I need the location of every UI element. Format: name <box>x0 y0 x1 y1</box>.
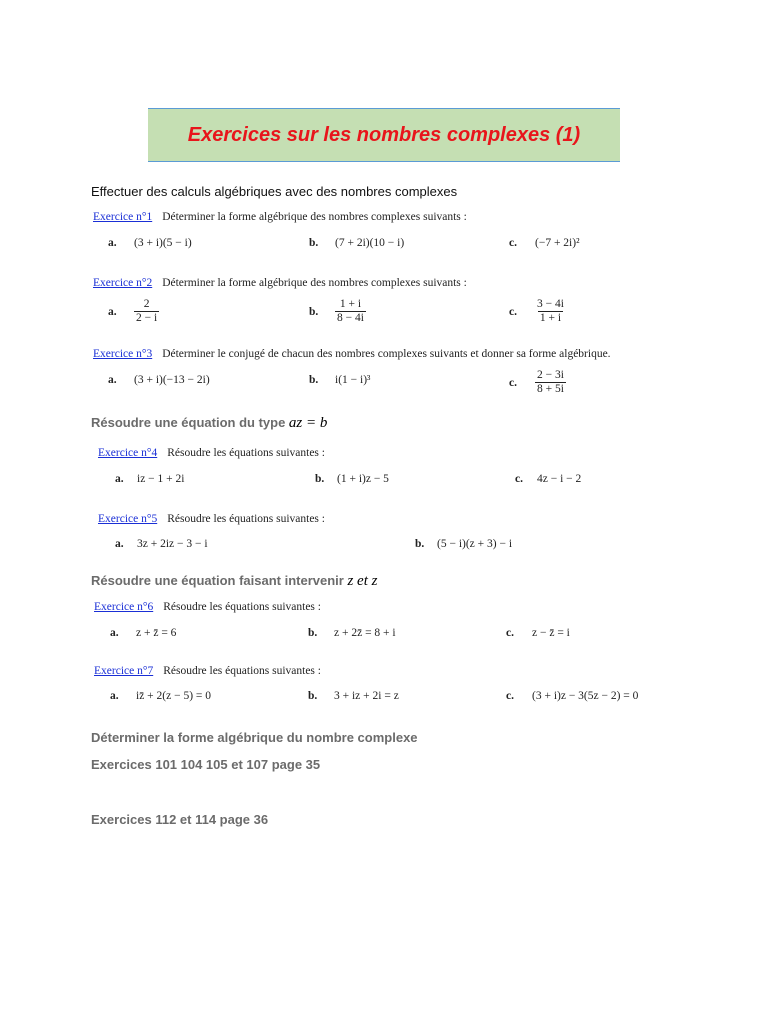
section-heading-az-b: Résoudre une équation du type az = b <box>91 415 328 431</box>
exercise-5-item-b: b. (5 − i)(z + 3) − i <box>415 538 513 550</box>
exercise-2-instruction: Déterminer la forme algébrique des nombres complexes suivants : <box>162 277 467 289</box>
exercise-7-instruction: Résoudre les équations suivantes : <box>163 665 321 677</box>
exercise-1-item-a: a. (3 + i)(5 − i) <box>108 237 192 249</box>
exercise-4-instruction: Résoudre les équations suivantes : <box>167 447 325 459</box>
section-heading-z-et-z: Résoudre une équation faisant intervenir z et z <box>91 573 378 589</box>
exercise-3-item-a: a. (3 + i)(−13 − 2i) <box>108 374 210 386</box>
fraction: $\frac{3 - 4i}{1 + i}$ <box>537 298 564 325</box>
exercise-2-header <box>93 277 467 289</box>
exercise-4-header <box>98 447 325 459</box>
exercises-ref-2: Exercices 112 et 114 page 36 <box>91 812 269 827</box>
intro-text: Effectuer des calculs algébriques avec des nombres complexes <box>91 184 458 199</box>
exercise-1-item-b: b. (7 + 2i)(10 − i) <box>309 237 405 249</box>
exercise-2-link[interactable]: Exercice n°2 <box>93 277 153 289</box>
fraction: $\frac{2}{2 - i}$ <box>136 298 158 325</box>
section-heading-forme: Déterminer la forme algébrique du nombre complexe <box>91 730 418 745</box>
exercise-5-link[interactable]: Exercice n°5 <box>98 513 158 525</box>
exercise-3-item-b: b. i(1 − i)³ <box>309 374 371 386</box>
fraction: $\frac{2 - 3i}{8 + 5i}$ <box>537 369 564 396</box>
exercise-6-item-b: b. z + 2z̄ = 8 + i <box>308 627 396 639</box>
exercises-ref-1: Exercices 101 104 105 et 107 page 35 <box>91 757 321 772</box>
exercise-2-item-c: c. $\frac{3 - 4i}{1 + i}$ <box>509 298 564 325</box>
exercise-6-item-a: a. z + z̄ = 6 <box>110 627 177 639</box>
fraction: $\frac{1 + i}{8 - 4i}$ <box>337 298 364 325</box>
exercise-1-link[interactable]: Exercice n°1 <box>93 211 153 223</box>
exercise-5-instruction: Résoudre les équations suivantes : <box>167 513 325 525</box>
exercise-6-item-c: c. z − z̄ = i <box>506 627 570 639</box>
exercise-6-header <box>94 601 321 613</box>
exercise-4-item-b: b. (1 + i)z − 5 <box>315 473 389 485</box>
exercise-4-item-c: c. 4z − i − 2 <box>515 473 582 485</box>
section-math: z et z <box>347 573 378 589</box>
exercise-1-header <box>93 211 467 223</box>
exercise-7-link[interactable]: Exercice n°7 <box>94 665 154 677</box>
exercise-5-item-a: a. 3z + 2iz − 3 − i <box>115 538 208 550</box>
section-math: az = b <box>288 415 328 431</box>
exercise-3-instruction: Déterminer le conjugé de chacun des nombres complexes suivants et donner sa forme algébrique. <box>162 348 611 360</box>
exercise-7-item-a: a. iz̄ + 2(z − 5) = 0 <box>110 690 212 702</box>
exercise-7-item-b: b. 3 + iz + 2i = z <box>308 690 399 702</box>
exercise-2-item-b: b. $\frac{1 + i}{8 - 4i}$ <box>309 298 364 325</box>
exercise-2-item-a: a. $\frac{2}{2 - i}$ <box>108 298 158 325</box>
exercise-5-header <box>98 513 325 525</box>
exercise-3-item-c: c. $\frac{2 - 3i}{8 + 5i}$ <box>509 369 564 396</box>
page-title: Exercices sur les nombres complexes (1) <box>187 123 581 146</box>
exercise-7-header <box>94 665 321 677</box>
exercise-3-link[interactable]: Exercice n°3 <box>93 348 153 360</box>
exercise-3-header <box>93 348 611 360</box>
exercise-6-instruction: Résoudre les équations suivantes : <box>163 601 321 613</box>
exercise-7-item-c: c. (3 + i)z − 3(5z − 2) = 0 <box>506 690 639 702</box>
exercise-4-link[interactable]: Exercice n°4 <box>98 447 158 459</box>
exercise-6-link[interactable]: Exercice n°6 <box>94 601 154 613</box>
exercise-1-item-c: c. (−7 + 2i)² <box>509 237 580 249</box>
exercise-4-item-a: a. iz − 1 + 2i <box>115 473 185 485</box>
title-banner <box>148 108 620 162</box>
exercise-1-instruction: Déterminer la forme algébrique des nombres complexes suivants : <box>162 211 467 223</box>
